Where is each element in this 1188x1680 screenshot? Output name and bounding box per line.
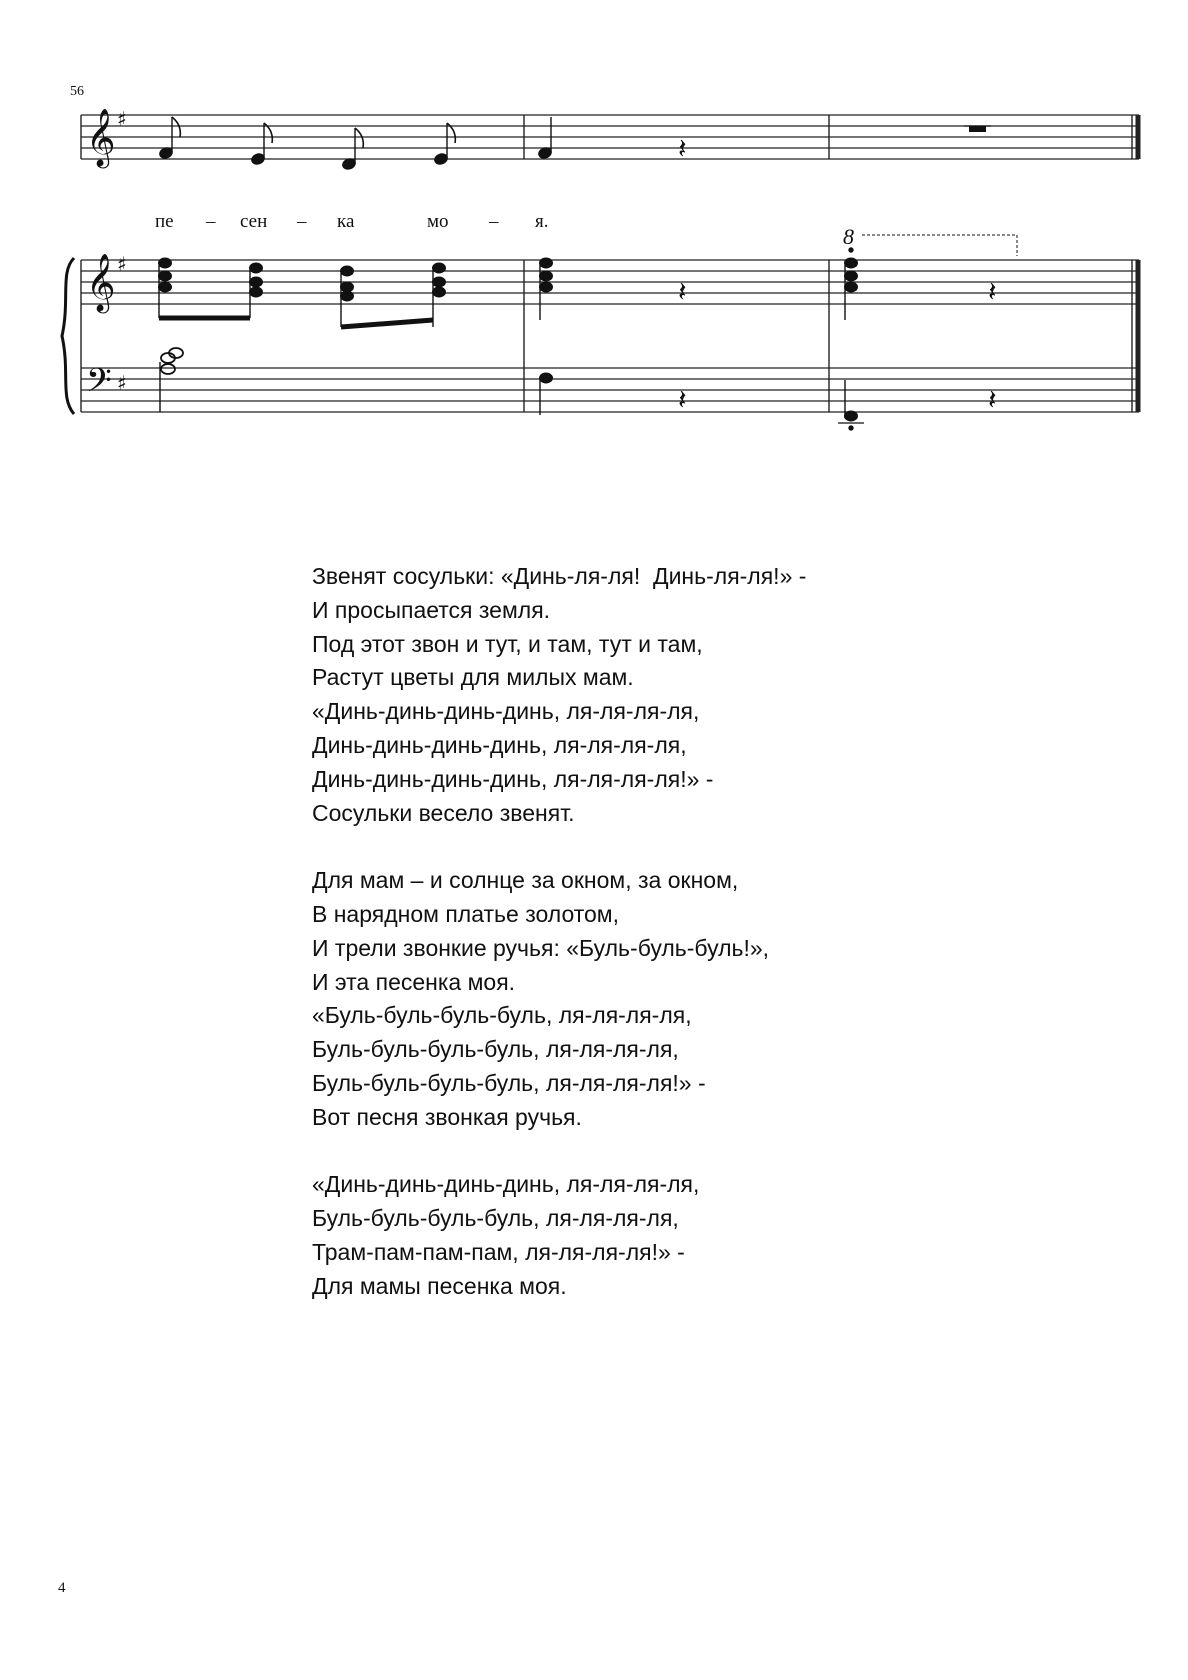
lyric-syllable: –: [489, 211, 499, 232]
piano-barlines: [81, 260, 1138, 412]
lyric-line: И трели звонкие ручья: «Буль-буль-буль!»,: [312, 934, 770, 961]
sharp-icon: ♯: [117, 252, 127, 276]
lyric-line: В нарядном платье золотом,: [312, 900, 619, 927]
sharp-icon: ♯: [117, 371, 127, 395]
quarter-rest-icon: 𝄽: [988, 275, 997, 308]
quarter-rest-icon: 𝄽: [678, 383, 687, 416]
octave-mark: 8: [843, 224, 854, 249]
lyric-line: «Динь-динь-динь-динь, ля-ля-ля-ля,: [312, 698, 700, 725]
lyric-syllable: я.: [535, 211, 549, 232]
sharp-icon: ♯: [117, 107, 127, 131]
treble-clef-icon: 𝄞: [86, 108, 116, 166]
brace-icon: [62, 258, 74, 414]
lyric-line: Буль-буль-буль-буль, ля-ля-ля-ля!» -: [312, 1069, 706, 1096]
stanza-2: [312, 864, 806, 1134]
lyric-syllable: ка: [337, 211, 355, 232]
lyric-line: И просыпается земля.: [312, 596, 551, 623]
quarter-rest-icon: 𝄽: [678, 132, 687, 165]
page-number: 4: [58, 1580, 66, 1596]
quarter-rest-icon: 𝄽: [678, 275, 687, 308]
lyric-line: Сосульки весело звенят.: [312, 799, 575, 826]
stanza-1: [312, 560, 806, 830]
lyric-line: И эта песенка моя.: [312, 968, 516, 995]
lyric-syllable: сен: [240, 211, 268, 232]
lyric-line: Динь-динь-динь-динь, ля-ля-ля-ля,: [312, 731, 687, 758]
lyric-line: Звенят сосульки: «Динь-ля-ля! Динь-ля-ля!» -: [312, 563, 807, 589]
music-score: [0, 0, 1188, 440]
piano-bass-staff: [81, 368, 1139, 412]
lyric-syllable: –: [206, 211, 216, 232]
bass-clef-icon: 𝄢: [86, 362, 112, 408]
whole-rest-icon: [969, 126, 986, 132]
lyric-line: Буль-буль-буль-буль, ля-ля-ля-ля,: [312, 1205, 679, 1232]
lyric-line: Динь-динь-динь-динь, ля-ля-ля-ля!» -: [312, 765, 714, 792]
piano-treble-staff: [81, 260, 1139, 304]
stanza-3: [312, 1168, 806, 1303]
lyric-syllable: пе: [155, 211, 174, 232]
score-notation: [0, 0, 1188, 440]
lyric-line: Растут цветы для милых мам.: [312, 664, 634, 691]
piano-bass-notes: [160, 348, 864, 430]
lyric-line: «Буль-буль-буль-буль, ля-ля-ля-ля,: [312, 1002, 692, 1029]
lyric-line: Под этот звон и тут, и там, тут и там,: [312, 630, 703, 657]
treble-clef-icon: 𝄞: [86, 253, 116, 311]
lyric-line: Буль-буль-буль-буль, ля-ля-ля-ля,: [312, 1036, 679, 1063]
lyric-syllable: мо: [427, 211, 449, 232]
lyric-line: Для мамы песенка моя.: [312, 1272, 567, 1299]
lyric-syllable: –: [297, 211, 307, 232]
measure-number: 56: [70, 84, 84, 99]
quarter-rest-icon: 𝄽: [988, 383, 997, 416]
voice-notes: [158, 117, 553, 171]
voice-staff: [81, 115, 1139, 159]
lyric-line: «Динь-динь-динь-динь, ля-ля-ля-ля,: [312, 1171, 700, 1198]
lyric-line: Вот песня звонкая ручья.: [312, 1103, 582, 1130]
lyric-line: Для мам – и солнце за окном, за окном,: [312, 867, 739, 894]
song-lyrics: [312, 560, 806, 1304]
lyric-line: Трам-пам-пам-пам, ля-ля-ля-ля!» -: [312, 1238, 685, 1265]
